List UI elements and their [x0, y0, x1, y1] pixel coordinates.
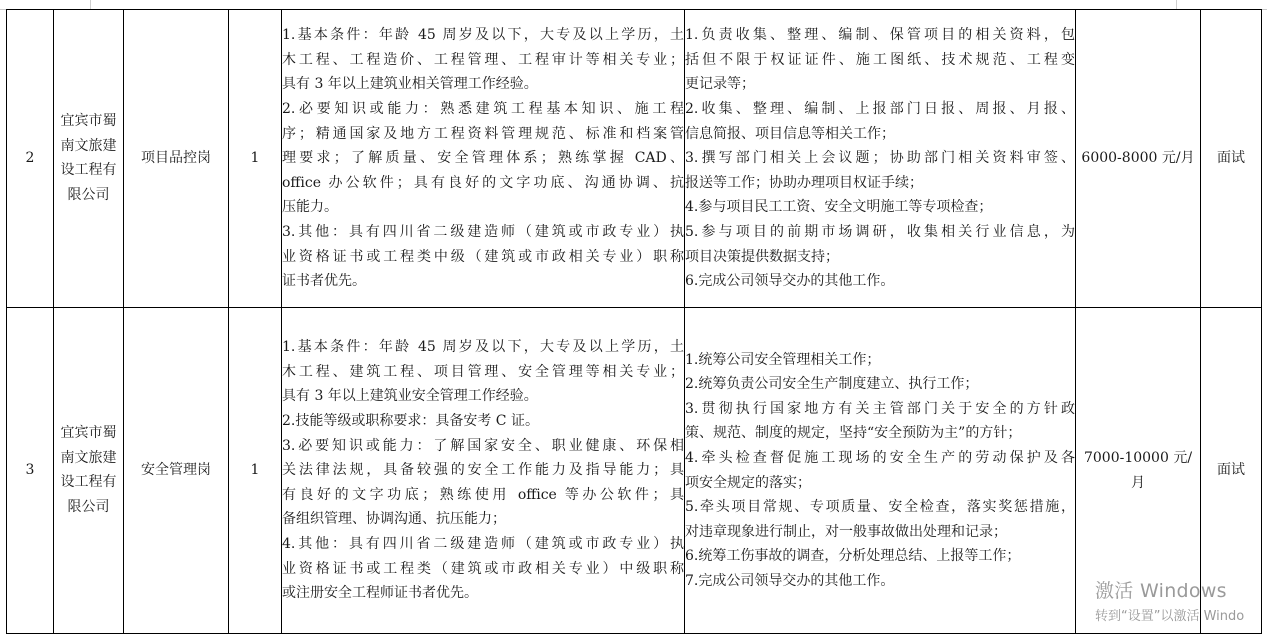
company-cell — [54, 308, 124, 634]
watermark-subtitle: 转到“设置”以激活 Windo — [1095, 609, 1245, 624]
duty-line: 6.统筹工伤事故的调查，分析处理总结、上报等工作； — [685, 548, 1021, 565]
duty-line: 4.参与项目民工工资、安全文明施工等专项检查； — [685, 199, 993, 216]
row-number-cell — [7, 308, 54, 634]
row-number-cell — [7, 10, 54, 308]
duty-line: 1.负责收集、整理、编制、保管项目的相关资料，包 — [685, 27, 1075, 44]
duty-line: 括但不限于权证证件、施工图纸、技术规范、工程变 — [685, 51, 1075, 68]
row-number: 2 — [25, 150, 35, 167]
requirement-line: 2.必要知识或能力：熟悉建筑工程基本知识、施工程 — [282, 101, 684, 118]
requirement-line: 3.其他：具有四川省二级建造师（建筑或市政专业）执 — [282, 223, 684, 240]
duty-line: 5.参与项目的前期市场调研，收集相关行业信息，为 — [685, 223, 1075, 240]
position-name: 安全管理岗 — [141, 462, 211, 479]
requirement-line: 木工程、建筑工程、项目管理、安全管理等相关专业； — [282, 363, 684, 380]
selection-method: 面试 — [1217, 462, 1245, 479]
column-tick — [1176, 0, 1177, 9]
company-name: 宜宾市蜀南文旅建设工程有限公司 — [60, 425, 117, 515]
requirements-cell — [282, 308, 685, 634]
method-cell — [1201, 10, 1262, 308]
selection-method: 面试 — [1217, 150, 1245, 167]
duty-line: 1.统筹公司安全管理相关工作； — [685, 351, 881, 368]
duty-line: 对违章现象进行制止，对一般事故做出处理和记录； — [685, 523, 1007, 540]
table-row — [7, 308, 1262, 634]
requirement-line: 理要求；了解质量、安全管理体系；熟练掌握 CAD、 — [282, 150, 684, 167]
salary-text: 月 — [1131, 474, 1145, 491]
duties-cell — [685, 308, 1076, 634]
activate-windows-watermark — [1095, 580, 1244, 626]
duties-cell — [685, 10, 1076, 308]
duty-line: 5.牵头项目常规、专项质量、安全检查，落实奖惩措施， — [685, 499, 1075, 516]
requirement-line: 业资格证书或工程类（建筑或市政相关专业）中级职称 — [282, 560, 684, 577]
requirement-line: 4.其他：具有四川省二级建造师（建筑或市政专业）执 — [282, 535, 684, 552]
requirement-line: office 办公软件；具有良好的文字功底、沟通协调、抗 — [282, 174, 684, 191]
requirement-line: 具有 3 年以上建筑业安全管理工作经验。 — [282, 388, 538, 405]
duty-line: 4.牵头检查督促施工现场的安全生产的劳动保护及各 — [685, 449, 1075, 466]
salary-text: 6000-8000 元/月 — [1081, 150, 1195, 167]
duty-line: 策、规范、制度的规定，坚持“安全预防为主”的方针； — [685, 425, 1022, 442]
requirement-line: 2.技能等级或职称要求：具备安考 C 证。 — [282, 413, 539, 430]
duty-line: 更记录等； — [685, 76, 755, 93]
position-cell — [124, 10, 229, 308]
duty-line: 2.统筹负责公司安全生产制度建立、执行工作； — [685, 376, 979, 393]
watermark-title: 激活 Windows — [1095, 580, 1227, 602]
duty-line: 项目决策提供数据支持； — [685, 248, 839, 265]
position-cell — [124, 308, 229, 634]
duty-line: 项安全规定的落实； — [685, 474, 811, 491]
requirement-line: 备组织管理、协调沟通、抗压能力； — [282, 511, 506, 528]
requirements-cell — [282, 10, 685, 308]
headcount-cell — [229, 10, 282, 308]
company-cell — [54, 10, 124, 308]
duty-line: 信息简报、项目信息等相关工作； — [685, 125, 895, 142]
job-table — [6, 9, 1262, 634]
requirement-line: 压能力。 — [282, 199, 338, 216]
headcount: 1 — [250, 462, 260, 479]
duty-line: 7.完成公司领导交办的其他工作。 — [685, 572, 895, 589]
requirement-line: 或注册安全工程师证书者优先。 — [282, 585, 478, 602]
requirement-line: 关法律法规，具备较强的安全工作能力及指导能力；具 — [282, 462, 684, 479]
headcount: 1 — [250, 150, 260, 167]
column-tick — [90, 0, 91, 9]
requirement-line: 1.基本条件：年龄 45 周岁及以下，大专及以上学历，土 — [282, 339, 684, 356]
duty-line: 6.完成公司领导交办的其他工作。 — [685, 273, 895, 290]
duty-line: 3.贯彻执行国家地方有关主管部门关于安全的方针政 — [685, 400, 1075, 417]
duty-line: 2.收集、整理、编制、上报部门日报、周报、月报、 — [685, 101, 1075, 118]
salary-text: 7000-10000 元/ — [1083, 449, 1193, 466]
row-number: 3 — [25, 462, 35, 479]
table-row — [7, 10, 1262, 308]
requirement-line: 3.必要知识或能力：了解国家安全、职业健康、环保相 — [282, 437, 684, 454]
salary-cell — [1076, 10, 1201, 308]
duty-line: 报送等工作；协助办理项目权证手续； — [685, 174, 923, 191]
requirement-line: 业资格证书或工程类中级（建筑或市政相关专业）职称 — [282, 248, 684, 265]
requirement-line: 木工程、工程造价、工程管理、工程审计等相关专业； — [282, 51, 684, 68]
headcount-cell — [229, 308, 282, 634]
position-name: 项目品控岗 — [141, 150, 211, 167]
requirement-line: 证书者优先。 — [282, 273, 366, 290]
requirement-line: 有良好的文字功底；熟练使用 office 等办公软件；具 — [282, 486, 684, 503]
requirement-line: 1.基本条件：年龄 45 周岁及以下，大专及以上学历，土 — [282, 27, 684, 44]
duty-line: 3.撰写部门相关上会议题；协助部门相关资料审签、 — [685, 150, 1075, 167]
company-name: 宜宾市蜀南文旅建设工程有限公司 — [60, 113, 117, 203]
requirement-line: 具有 3 年以上建筑业相关管理工作经验。 — [282, 76, 538, 93]
requirement-line: 序；精通国家及地方工程资料管理规范、标准和档案管 — [282, 125, 684, 142]
